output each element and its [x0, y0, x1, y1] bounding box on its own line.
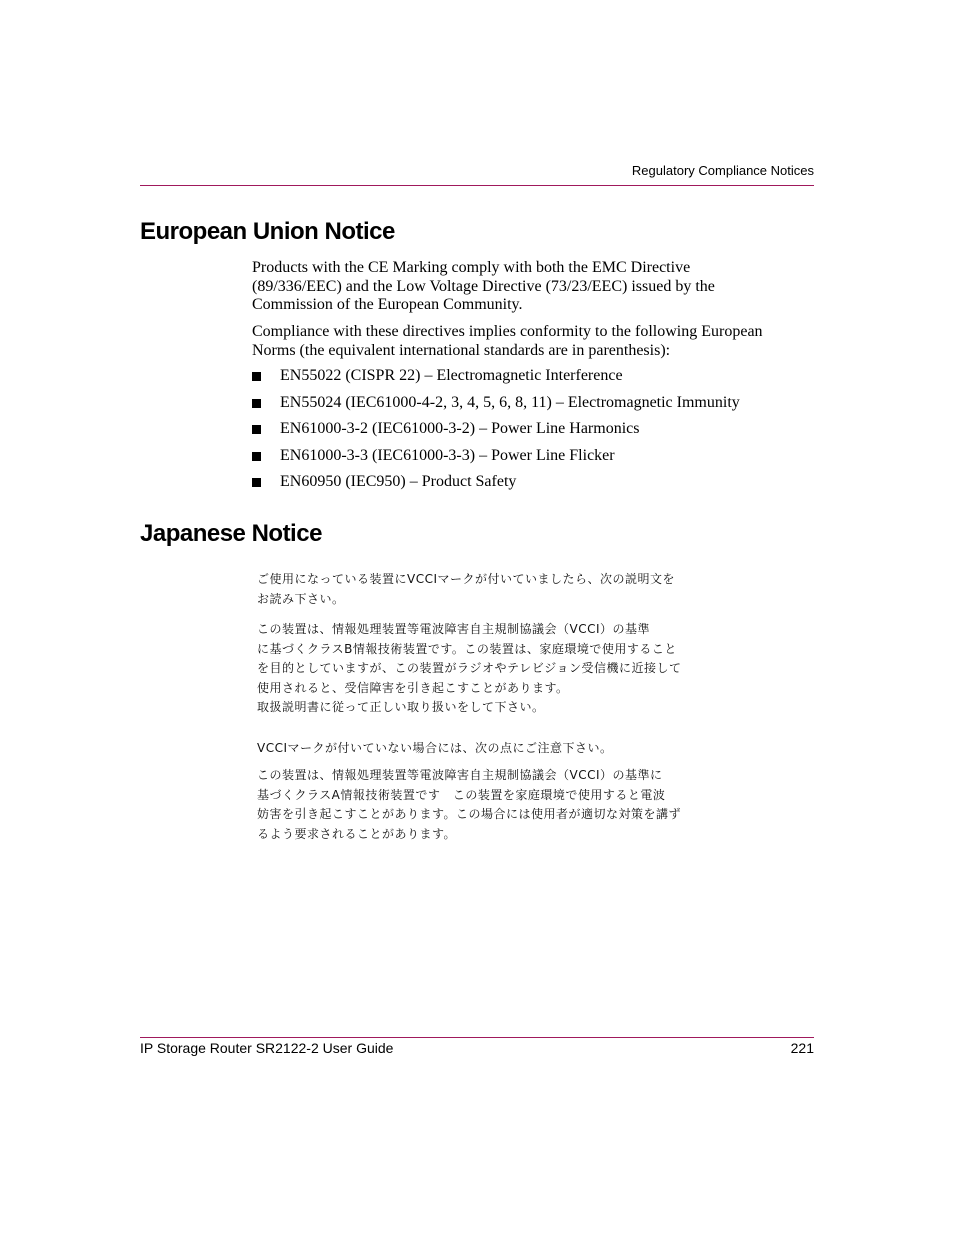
jp-line: お読み下さい。	[257, 591, 345, 606]
list-item	[252, 367, 740, 394]
japanese-notice-heading: Japanese Notice	[140, 520, 322, 547]
jp-line: を目的としていますが、この装置がラジオやテレビジョン受信機に近接して	[257, 661, 682, 675]
header-rule	[140, 185, 814, 186]
eu-p2-line: Compliance with these directives implies conformity to the following European	[252, 323, 763, 340]
eu-paragraph-1	[252, 259, 812, 315]
norm-text: EN61000-3-2 (IEC61000-3-2) – Power Line Harmonics	[280, 420, 640, 437]
jp-block-2	[257, 620, 737, 718]
jp-line: VCCIマークが付いていない場合には、次の点にご注意下さい。	[257, 741, 613, 755]
square-bullet-icon	[252, 425, 261, 434]
jp-line: 妨害を引き起こすことがあります。この場合には使用者が適切な対策を講ず	[257, 807, 682, 821]
eu-p1-line: Commission of the European Community.	[252, 296, 523, 313]
norm-text: EN55022 (CISPR 22) – Electromagnetic Interference	[280, 367, 623, 384]
list-item	[252, 394, 740, 421]
list-item	[252, 473, 740, 500]
jp-line: 使用されると、受信障害を引き起こすことがあります。	[257, 680, 569, 695]
square-bullet-icon	[252, 399, 261, 408]
jp-block-3	[257, 739, 737, 759]
footer-rule	[140, 1037, 814, 1038]
square-bullet-icon	[252, 372, 261, 381]
jp-line: 取扱説明書に従って正しい取り扱いをして下さい。	[257, 700, 545, 714]
page-number: 221	[790, 1040, 814, 1056]
jp-line: ご使用になっている装置にVCCIマークが付いていましたら、次の説明文を	[257, 572, 676, 586]
norm-text: EN60950 (IEC950) – Product Safety	[280, 473, 517, 490]
norm-text: EN61000-3-3 (IEC61000-3-3) – Power Line Flicker	[280, 446, 615, 464]
eu-norms-list	[252, 367, 740, 500]
eu-paragraph-2	[252, 323, 812, 360]
norm-text: EN55024 (IEC61000-4-2, 3, 4, 5, 6, 8, 11) – Electromagnetic Immunity	[280, 393, 740, 411]
jp-line: に基づくクラスB情報技術装置です。この装置は、家庭環境で使用すること	[257, 641, 677, 656]
eu-notice-heading: European Union Notice	[140, 218, 395, 245]
list-item	[252, 420, 740, 447]
jp-line: この装置は、情報処理装置等電波障害自主規制協議会（VCCI）の基準	[257, 622, 651, 636]
jp-line: るよう要求されることがあります。	[257, 826, 457, 841]
square-bullet-icon	[252, 452, 261, 461]
eu-p2-line: Norms (the equivalent international standards are in parenthesis):	[252, 341, 671, 359]
running-header: Regulatory Compliance Notices	[631, 163, 814, 178]
jp-line: 基づくクラスA情報技術装置です この装置を家庭環境で使用すると電波	[257, 787, 666, 802]
square-bullet-icon	[252, 478, 261, 487]
jp-block-1	[257, 570, 737, 609]
list-item	[252, 447, 740, 474]
footer-book-title: IP Storage Router SR2122-2 User Guide	[140, 1040, 394, 1056]
eu-p1-line: (89/336/EEC) and the Low Voltage Directive (73/23/EEC) issued by the	[252, 277, 715, 295]
eu-p1-line: Products with the CE Marking comply with both the EMC Directive	[252, 259, 691, 276]
jp-block-4	[257, 766, 737, 844]
jp-line: この装置は、情報処理装置等電波障害自主規制協議会（VCCI）の基準に	[257, 768, 663, 782]
